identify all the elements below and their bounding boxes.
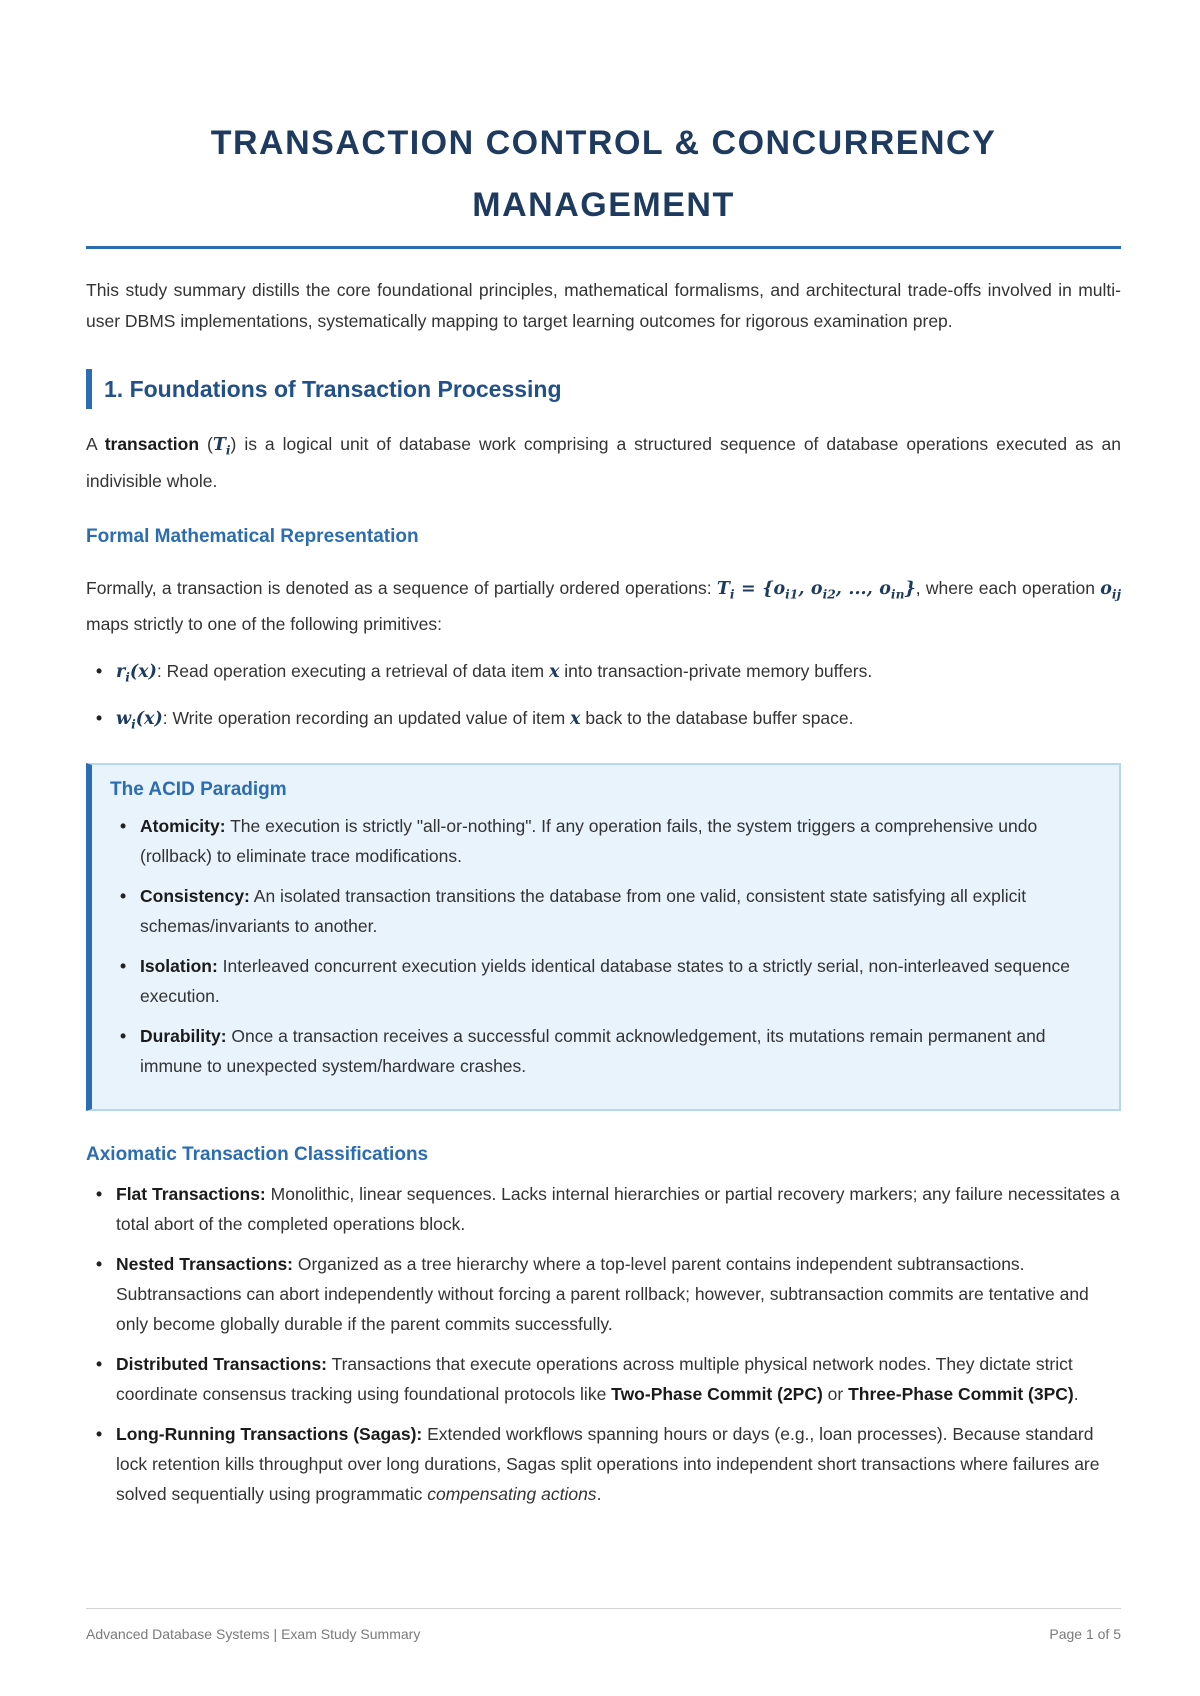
classification-heading: Axiomatic Transaction Classifications bbox=[86, 1144, 429, 1165]
list-item: • $r_i(x)$: Read operation executing a retrieval of data item x into transaction-private memory buffers. bbox=[96, 661, 873, 685]
math-read-op: $r_i(x)$ bbox=[116, 662, 157, 685]
term-transaction: transaction bbox=[104, 434, 200, 454]
section-heading: 1. Foundations of Transaction Processing bbox=[86, 369, 1121, 409]
intro-paragraph: This study summary distills the core foundational principles, mathematical formalisms, and architectural trade-offs involved in multi-user DBMS implementations, systematically mapping to target learning outcomes for rigorous examination prep. bbox=[86, 280, 1121, 331]
list-item: • Long-Running Transactions (Sagas): Extended workflows spanning hours or days (e.g., loan processes). Because standard lock retention kills throughput over long durations, Sagas split operations into independent short transactions where failures are solved sequentially using programmatic compensating actions. bbox=[96, 1424, 1100, 1504]
acid-list bbox=[110, 811, 1101, 1081]
list-item: • Distributed Transactions: Transactions that execute operations across multiple physical network nodes. They dictate strict coordinate consensus tracking using foundational protocols like Two-Phase Commit (2PC) or Three-Phase Commit (3PC). bbox=[96, 1354, 1079, 1404]
formal-heading: Formal Mathematical Representation bbox=[86, 525, 419, 547]
classification-list bbox=[86, 1179, 1121, 1509]
acid-callout-box bbox=[86, 763, 1121, 1111]
footer-divider bbox=[86, 1608, 1121, 1609]
math-oij: $o_{ij}$ bbox=[1100, 578, 1122, 601]
title-line-1: TRANSACTION CONTROL & CONCURRENCY bbox=[210, 124, 997, 162]
list-item: • Atomicity: The execution is strictly "all-or-nothing". If any operation fails, the system triggers a comprehensive undo (rollback) to eliminate trace modifications. bbox=[120, 816, 1038, 866]
title-line-2: MANAGEMENT bbox=[472, 186, 735, 224]
list-item: • Consistency: An isolated transaction transitions the database from one valid, consistent state satisfying all explicit schemas/invariants to another. bbox=[120, 886, 1027, 936]
list-item: • $w_i(x)$: Write operation recording an updated value of item x back to the database buffer space. bbox=[96, 707, 854, 731]
formal-paragraph: Formally, a transaction is denoted as a sequence of partially ordered operations: $T_i = \{o_{i1}$, $o_{i2}$, ..., $o_{in}$}, where each operation $o_{ij}$ maps strictly to one of the following primitives: bbox=[86, 577, 1122, 634]
transaction-definition: A transaction $(T_i)$ is a logical unit of database work comprising a structured sequence of database operations executed as an indivisible whole. bbox=[86, 434, 1121, 491]
math-Ti: $T_i$ bbox=[212, 435, 231, 458]
list-item: • Flat Transactions: Monolithic, linear sequences. Lacks internal hierarchies or partial recovery markers; any failure necessitates a total abort of the completed operations block. bbox=[96, 1184, 1120, 1234]
footer-course-label: Advanced Database Systems | Exam Study Summary bbox=[86, 1626, 421, 1642]
math-write-op: $w_i(x)$ bbox=[116, 708, 163, 731]
page-content bbox=[86, 112, 1121, 1519]
primitive-list bbox=[86, 656, 1121, 739]
acid-title: The ACID Paradigm bbox=[110, 779, 287, 800]
document-title bbox=[86, 112, 1121, 236]
list-item: • Isolation: Interleaved concurrent execution yields identical database states to a strictly serial, non-interleaved sequence execution. bbox=[120, 956, 1070, 1006]
list-item: • Durability: Once a transaction receives a successful commit acknowledgement, its mutations remain permanent and immune to unexpected system/hardware crashes. bbox=[120, 1026, 1046, 1076]
math-transaction-set: $T_i = \{o_{i1}$, $o_{i2}$, ..., $o_{in}$} bbox=[716, 578, 916, 601]
title-divider bbox=[86, 246, 1121, 249]
list-item: • Nested Transactions: Organized as a tree hierarchy where a top-level parent contains independent subtransactions. Subtransactions can abort independently without forcing a parent rollback; however, subtransaction commits are tentative and only become globally durable if the parent commits successfully. bbox=[96, 1254, 1089, 1334]
footer-page-number: Page 1 of 5 bbox=[1049, 1626, 1121, 1642]
